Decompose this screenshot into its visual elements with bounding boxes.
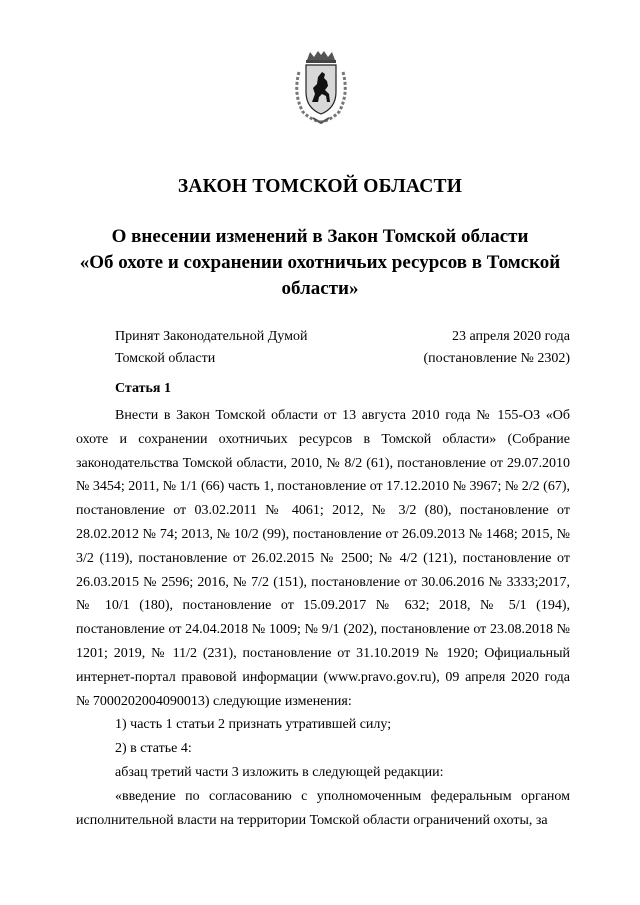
adoption-body-line-2: Томской области bbox=[115, 351, 216, 366]
tomsk-coat-of-arms-icon bbox=[291, 50, 351, 126]
article-item-2-subparagraph: абзац третий части 3 изложить в следующей редакции: bbox=[115, 764, 444, 780]
adoption-resolution-line: (постановление № 2302) bbox=[423, 351, 570, 366]
article-item-1: 1) часть 1 статьи 2 признать утратившей силу; bbox=[115, 717, 392, 733]
law-subtitle bbox=[70, 224, 570, 302]
article-intro-paragraph: Внести в Закон Томской области от 13 августа 2010 года № 155-ОЗ «Об охоте и сохранении охотничьих ресурсов в Томской области» (Собрание законодательства Томской области, 2010, № 8/2 (61), постановление от 29.07.2010 № 3454; 2011, № 1/1 (66) часть 1, постановление от 17.12.2010 № 3967; № 2/2 (67), постановление от 03.02.2011 № 4061; 2012, № 3/2 (80), постановление от 28.02.2012 № 74; 2013, № 10/2 (99), постановление от 26.09.2013 № 1468; 2015, № 3/2 (119), постановление от 26.02.2015 № 2500; № 4/2 (121), постановление от 26.03.2015 № 2596; 2016, № 7/2 (151), постановление от 30.06.2016 № 3333;2017, № 10/1 (180), постановление от 15.09.2017 № 632; 2018, № 5/1 (194), постановление от 24.04.2018 № 1009; № 9/1 (202), постановление от 23.08.2018 № 1201; 2019, № 11/2 (231), постановление от 31.10.2019 № 1920; Официальный интернет-портал правовой информации (www.pravo.gov.ru), 09 апреля 2020 года № 7000202004090013) следующие изменения: bbox=[76, 408, 570, 709]
subtitle-line-2: «Об охоте и сохранении охотничьих ресурсов в Томской области» bbox=[79, 252, 561, 299]
article-item-2: 2) в статье 4: bbox=[115, 741, 192, 757]
law-title: ЗАКОН ТОМСКОЙ ОБЛАСТИ bbox=[177, 176, 463, 197]
article-quote-paragraph: «введение по согласованию с уполномоченным федеральным органом исполнительной власти на территории Томской области ограничений охоты, за bbox=[76, 788, 570, 828]
adoption-body bbox=[115, 326, 307, 370]
adoption-date bbox=[423, 326, 570, 370]
article-title: Статья 1 bbox=[115, 381, 171, 396]
adoption-body-line-1: Принят Законодательной Думой bbox=[115, 329, 308, 344]
subtitle-line-1: О внесении изменений в Закон Томской области bbox=[111, 226, 529, 247]
adoption-date-line-1: 23 апреля 2020 года bbox=[452, 329, 570, 344]
article-body bbox=[76, 404, 570, 832]
